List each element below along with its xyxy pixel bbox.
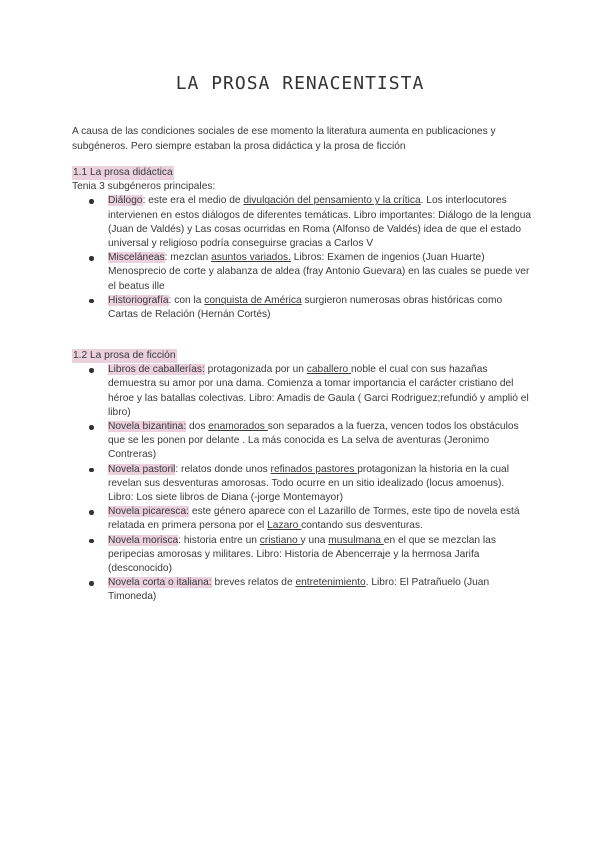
- section-heading: 1.1 La prosa didáctica: [72, 166, 174, 180]
- item-text: : relatos donde unos: [175, 463, 271, 475]
- list-item: [72, 363, 532, 420]
- underlined-key: cristiano: [259, 534, 301, 546]
- term-highlight: Diálogo: [108, 195, 143, 207]
- underlined-key: asuntos variados.: [211, 252, 291, 264]
- item-text: Libros: Examen de ingenios (Juan Huarte) Menosprecio de corte y alabanza de aldea (fray Antonio Guevara) en las cuales se puede ver el beatus ille: [108, 252, 530, 292]
- item-text: protagonizan la historia en la cual revelan sus desventuras amorosas. Todo ocurre en un sitio idealizado (locus amoenus). Libro: Los siete libros de Diana (-jorge Montemayor): [108, 463, 509, 504]
- list-item: [72, 294, 532, 322]
- underlined-key: entretenimiento: [295, 577, 366, 589]
- section-subtitle: Tenia 3 subgéneros principales:: [72, 181, 216, 193]
- item-text: noble el cual con sus hazañas demuestra su amor por una dama. Comienza a tomar importancia el carácter cristiano del héroe y las batallas colectivas. Libro: Amadis de Gaula ( Garci Rodriguez;refundió y amplió el libro): [108, 364, 529, 418]
- term-highlight: Novela corta o italiana:: [108, 577, 212, 589]
- list-item: [72, 576, 532, 604]
- item-text: y una: [300, 534, 329, 546]
- section-prosa-didactica: [72, 166, 532, 322]
- item-text: . Libro: El Patrañuelo (Juan Timoneda): [108, 577, 490, 603]
- item-text: : este era el medio de: [142, 195, 244, 207]
- item-text: protagonizada por un: [204, 364, 307, 376]
- term-highlight: Novela pastoril: [108, 463, 176, 475]
- list-item: [72, 505, 532, 533]
- page-title: LA PROSA RENACENTISTA: [175, 73, 425, 94]
- underlined-key: conquista de América: [204, 294, 302, 306]
- underlined-key: caballero: [306, 364, 351, 376]
- list-item: [72, 251, 532, 294]
- item-text: surgieron numerosas obras históricas como Cartas de Relación (Hernán Cortés): [108, 294, 503, 321]
- list-item: [72, 463, 532, 506]
- item-text: : con la: [168, 294, 205, 306]
- term-highlight: Novela bizantina:: [108, 421, 187, 433]
- term-highlight: Novela picaresca:: [108, 506, 189, 518]
- item-text: : historia entre un: [178, 534, 260, 546]
- item-text: contando sus desventuras.: [301, 520, 423, 532]
- section-prosa-ficcion: [72, 349, 532, 605]
- term-highlight: Libros de caballerías:: [108, 364, 205, 376]
- term-highlight: Novela morisca: [108, 534, 179, 546]
- item-text: : mezclan: [164, 252, 212, 264]
- list-item: [72, 420, 532, 463]
- bullet-list: [72, 363, 532, 604]
- underlined-key: musulmana: [328, 534, 384, 546]
- section-heading: 1.2 La prosa de ficción: [72, 349, 177, 363]
- underlined-key: enamorados: [208, 421, 268, 433]
- item-text: dos: [186, 421, 209, 433]
- item-text: breves relatos de: [211, 577, 296, 589]
- bullet-list: [72, 194, 532, 322]
- list-item: [72, 534, 532, 577]
- item-text: . Los interlocutores intervienen en estos diálogos de diferentes temáticas. Libro importantes: Diálogo de la lengua (Juan de Valdés) y Las cosas ocurridas en Roma (Alfonso de Valdés) idea de que el estado universal y religioso podría conseguirse gracias a Carlos V: [108, 195, 532, 250]
- underlined-key: refinados pastores: [270, 463, 358, 475]
- underlined-key: divulgación del pensamiento y la crítica: [243, 195, 421, 207]
- underlined-key: Lazaro: [267, 520, 302, 532]
- item-text: en el que se mezclan las peripecias amorosas y militares. Libro: Historia de Abencerraje y la hermosa Jarifa (desconocido): [108, 534, 496, 575]
- item-text: son separados a la fuerza, vencen todos los obstáculos que se les ponen por delante . La más conocida es La selva de aventuras (Jeronimo Contreras): [108, 421, 519, 461]
- intro-paragraph: A causa de las condiciones sociales de ese momento la literatura aumenta en publicaciones y subgéneros. Pero siempre estaban la prosa didáctica y la prosa de ficción: [72, 126, 496, 152]
- term-highlight: Historiografía: [108, 294, 169, 306]
- item-text: este género aparece con el Lazarillo de Tormes, este tipo de novela está relatada en primera persona por el: [108, 506, 520, 532]
- list-item: [72, 194, 532, 251]
- term-highlight: Misceláneas: [108, 252, 165, 264]
